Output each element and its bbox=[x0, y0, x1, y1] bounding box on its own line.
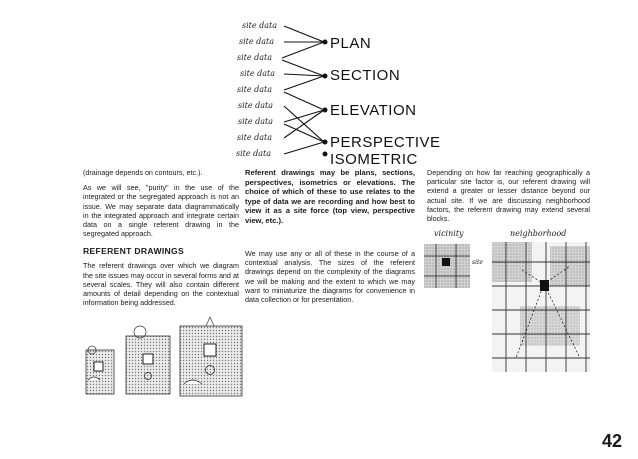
medium-scale-drawing bbox=[126, 326, 170, 394]
site-data-label: site data bbox=[236, 149, 272, 158]
view-label-elevation: ELEVATION bbox=[330, 102, 417, 119]
middle-column-bold bbox=[245, 168, 415, 232]
view-node-dot bbox=[323, 140, 328, 145]
view-label-plan: PLAN bbox=[330, 35, 372, 52]
connector-arrows bbox=[282, 26, 324, 154]
view-label-perspective: PERSPECTIVE bbox=[330, 134, 441, 151]
middle-column bbox=[245, 249, 415, 310]
site-data-label: site data bbox=[237, 85, 273, 94]
site-data-labels bbox=[236, 21, 277, 158]
vicinity-neighborhood-maps bbox=[420, 226, 595, 386]
vicinity-label: vicinity bbox=[434, 229, 464, 238]
referent-scale-illustrations bbox=[80, 314, 248, 402]
site-data-label: site data bbox=[240, 69, 276, 78]
page-number: 42 bbox=[602, 431, 623, 451]
paragraph: We may use any or all of these in the course of a contextual analysis. The sizes of the referent drawings depend on the complexity of the diagrams we will be making and the extent to which we may want to miniaturize the diagrams for convenience in data collection or for presentation. bbox=[245, 249, 415, 305]
site-data-view-diagram bbox=[228, 18, 441, 168]
paragraph: Referent drawings may be plans, sections, perspectives, isometrics or elevations. The choice of which of these to use relates to the type of data we are recording and how best to view it as a site force (top view, perspective view, etc.). bbox=[245, 168, 415, 225]
view-node-dot bbox=[323, 74, 328, 79]
site-data-label: site data bbox=[238, 101, 274, 110]
view-node-dot bbox=[323, 152, 328, 157]
site-data-label: site data bbox=[239, 37, 275, 46]
site-data-label: site data bbox=[237, 133, 273, 142]
vicinity-map bbox=[424, 244, 483, 288]
view-label-section: SECTION bbox=[330, 67, 401, 84]
right-column bbox=[427, 168, 590, 229]
large-scale-drawing bbox=[180, 317, 242, 396]
paragraph: The referent drawings over which we diagram the site issues may occur in several forms and at several scales. They will also contain different amounts of detail depending on the contextual information being addressed. bbox=[83, 261, 239, 308]
paragraph: Depending on how far reaching geographically a particular site factor is, our referent drawing will extend a greater or lesser distance beyond our actual site. If we are discussing neighborhood factors, the referent drawing may extend several blocks. bbox=[427, 168, 590, 224]
neighborhood-map bbox=[492, 242, 590, 372]
section-heading: REFERENT DRAWINGS bbox=[83, 246, 185, 257]
view-label-isometric: ISOMETRIC bbox=[330, 151, 418, 168]
paragraph: (drainage depends on contours, etc.). bbox=[83, 168, 203, 177]
left-column bbox=[83, 168, 239, 313]
site-data-label: site data bbox=[237, 53, 273, 62]
site-label: site bbox=[472, 259, 483, 266]
site-data-label: site data bbox=[238, 117, 274, 126]
view-node-dot bbox=[323, 108, 328, 113]
neighborhood-label: neighborhood bbox=[510, 229, 567, 238]
paragraph: As we will see, "purity" in the use of the integrated or the segregated approach is not an issue. We may separate data diagrammatically in the integrated approach and integrate certain data on a single referent drawing in the segregated approach. bbox=[83, 183, 239, 239]
site-data-label: site data bbox=[242, 21, 278, 30]
small-scale-drawing bbox=[86, 346, 114, 394]
view-node-dot bbox=[323, 40, 328, 45]
